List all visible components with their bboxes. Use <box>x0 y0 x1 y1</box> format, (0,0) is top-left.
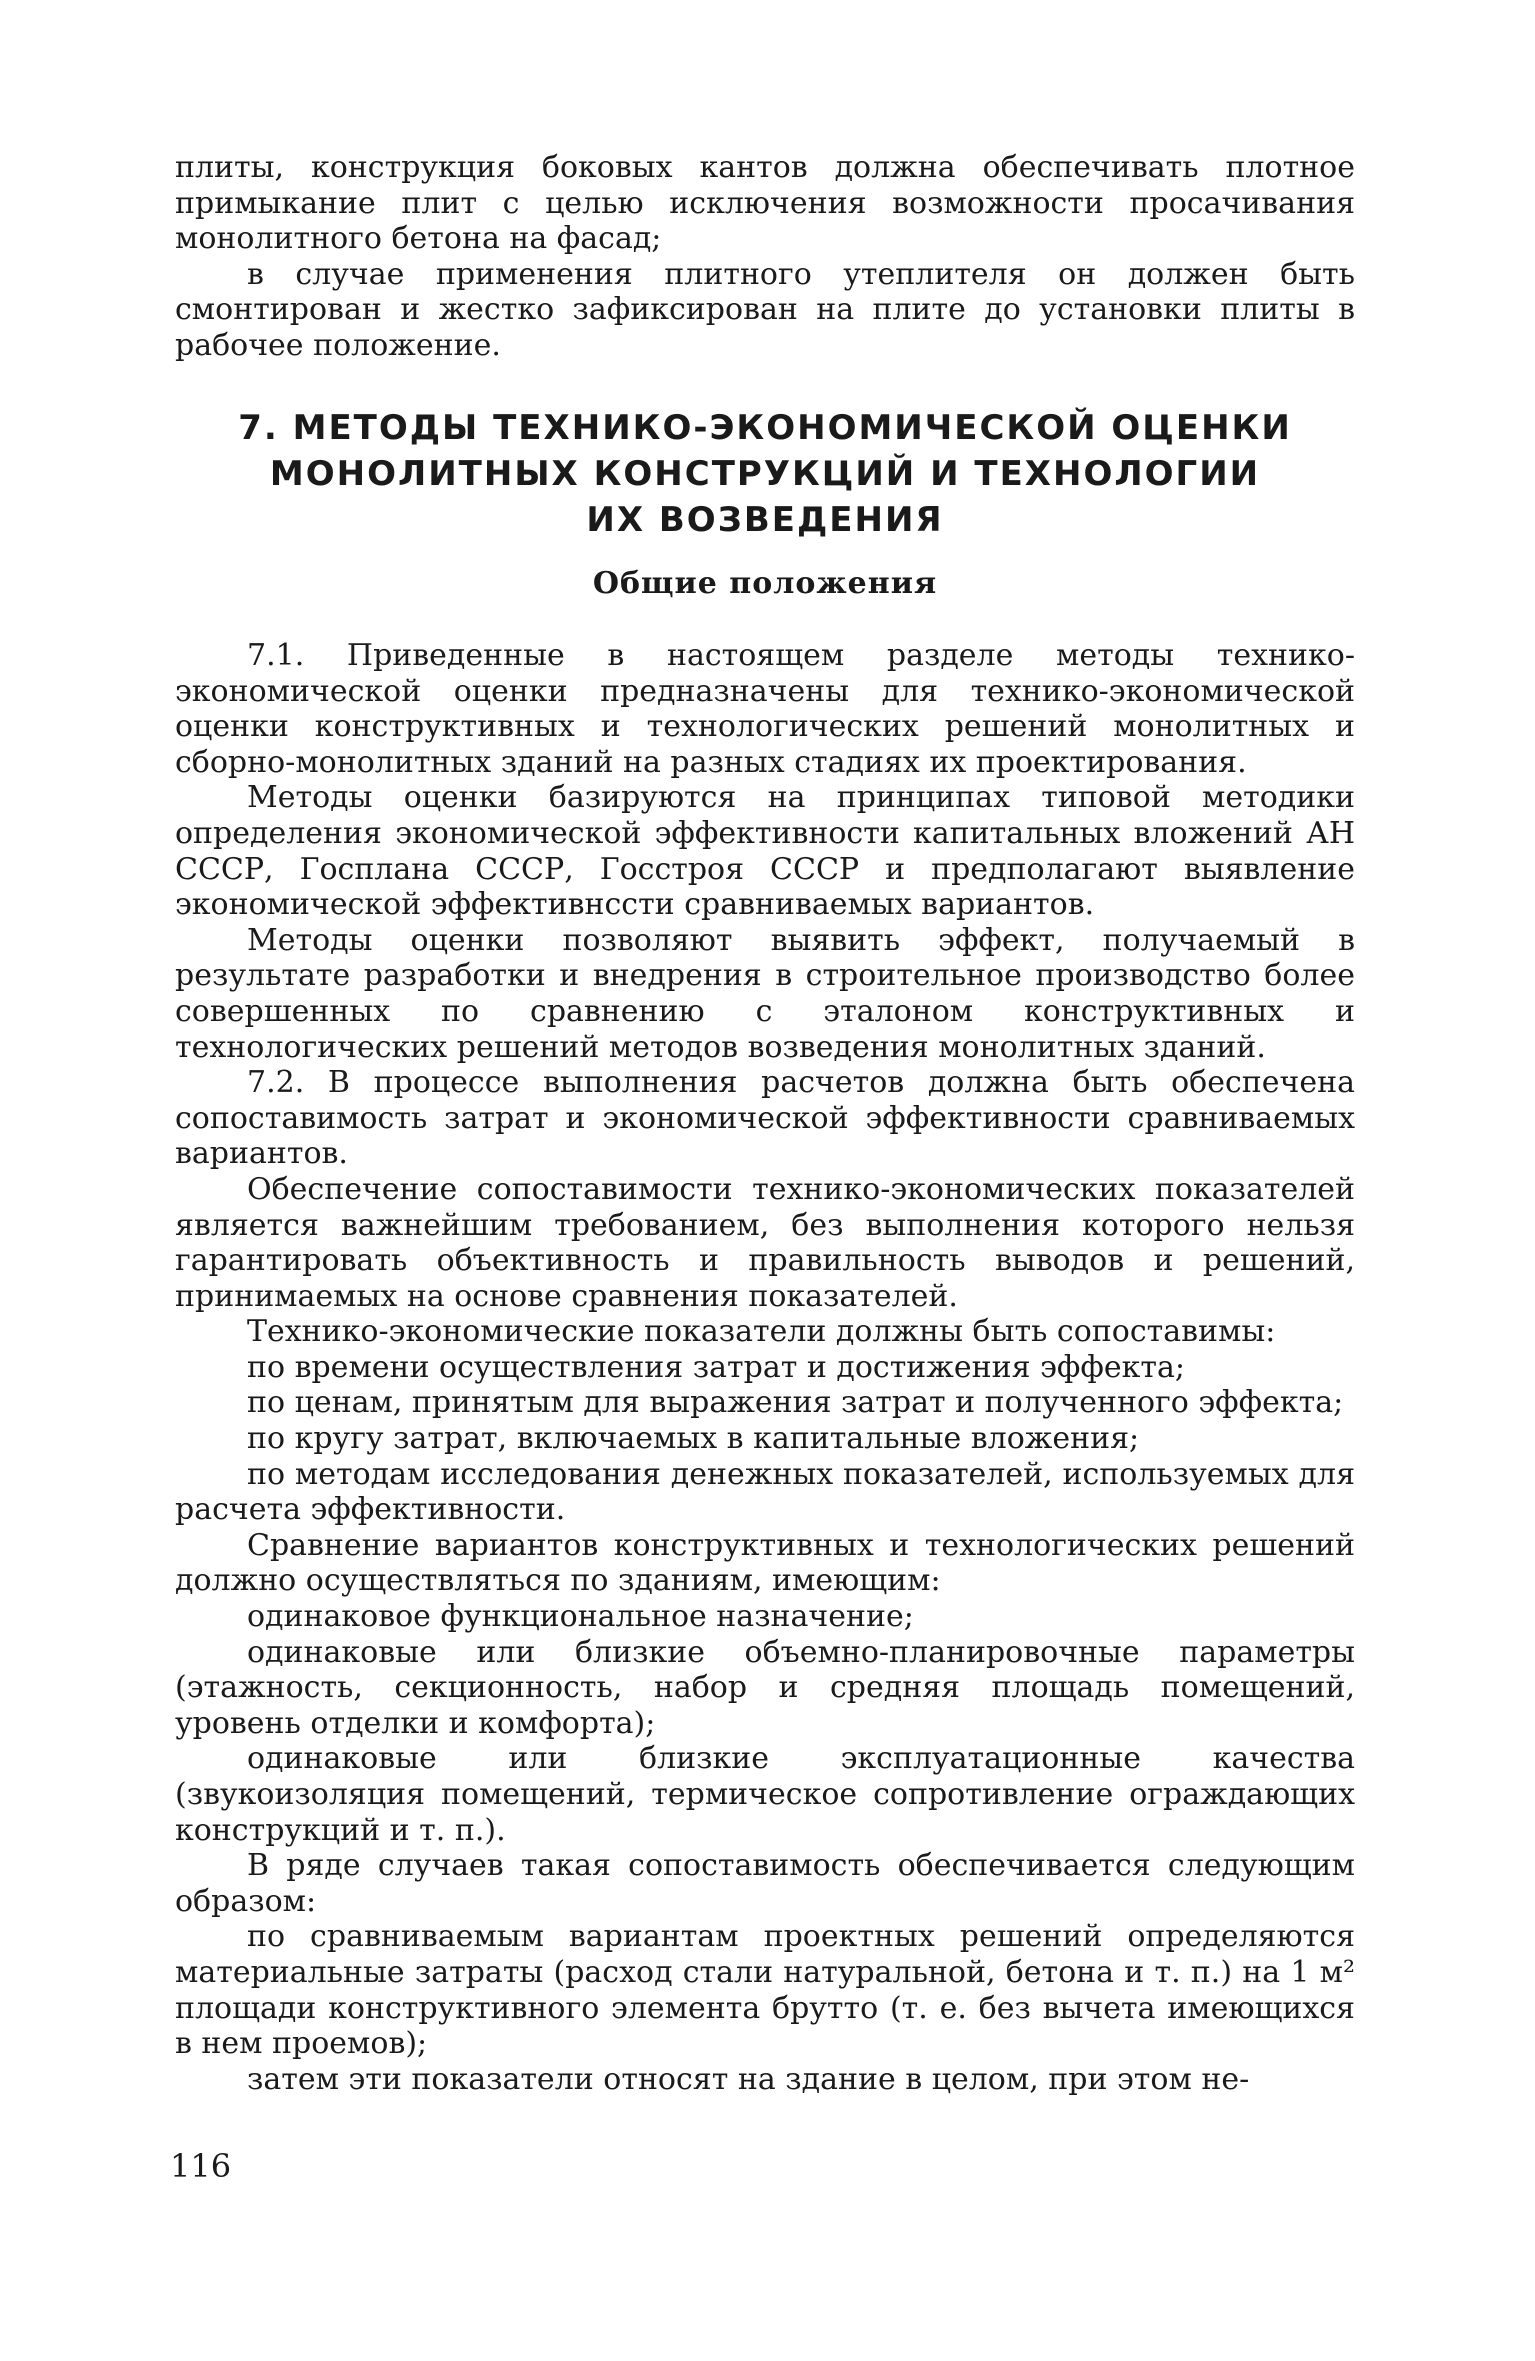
list-item: по методам исследования денежных показателей, используемых для расчета эффективности. <box>175 1456 1355 1528</box>
section-title-line: 7. МЕТОДЫ ТЕХНИКО-ЭКОНОМИЧЕСКОЙ ОЦЕНКИ <box>238 408 1292 448</box>
paragraph: Технико-экономические показатели должны быть сопоставимы: <box>247 1314 1276 1350</box>
list-item: по времени осуществления затрат и достижения эффекта; <box>247 1349 1185 1385</box>
page-number: 116 <box>170 2147 232 2185</box>
paragraph: В ряде случаев такая сопоставимость обеспечивается следующим образом: <box>175 1848 1355 1919</box>
list-item: по кругу затрат, включаемых в капитальные вложения; <box>247 1421 1140 1457</box>
paragraph: в случае применения плитного утеплителя он должен быть смонтирован и жестко зафиксирован на плите до установки плиты в рабочее положение. <box>175 256 1355 363</box>
list-item: по ценам, принятым для выражения затрат и полученного эффекта; <box>247 1385 1344 1421</box>
paragraph: плиты, конструкция боковых кантов должна обеспечивать плотное примыкание плит с целью исключения возможности просачивания монолитного бетона на фасад; <box>175 150 1355 257</box>
section-title-line: МОНОЛИТНЫХ КОНСТРУКЦИЙ И ТЕХНОЛОГИИ <box>269 454 1261 494</box>
paragraph: Сравнение вариантов конструктивных и технологических решений должно осуществляться по зданиям, имеющим: <box>175 1527 1355 1599</box>
section-title-line: ИХ ВОЗВЕДЕНИЯ <box>586 500 944 540</box>
section-subtitle: Общие положения <box>592 566 938 601</box>
paragraph: Методы оценки базируются на принципах типовой методики определения экономической эффективности капитальных вложений АН СССР, Госплана СССР, Госстроя СССР и предполагают выявление экономической эффективнсcти сравниваемых вариантов. <box>175 780 1355 923</box>
list-item: одинаковые или близкие эксплуатационные качества (звукоизоляция помещений, термическое сопротивление ограждающих конструкций и т. п.). <box>175 1741 1355 1848</box>
body-text-block <box>175 638 1355 2097</box>
paragraph: 7.1. Приведенные в настоящем разделе методы технико-экономической оценки предназначены для технико-экономической оценки конструктивных и технологических решений монолитных и сборно-монолитных зданий на разных стадиях их проектирования. <box>175 638 1355 780</box>
list-item: по сравниваемым вариантам проектных решений определяются материальные затраты (расход стали натуральной, бетона и т. п.) на 1 м² площади конструктивного элемента брутто (т. е. без вычета имеющихся в нем проемов); <box>175 1919 1355 2062</box>
top-text-block <box>175 150 1355 364</box>
section-title <box>175 405 1355 543</box>
list-item: одинаковое функциональное назначение; <box>247 1599 914 1635</box>
list-item: одинаковые или близкие объемно-планировочные параметры (этажность, секционность, набор и средняя площадь помещений, уровень отделки и комфорта); <box>175 1634 1355 1741</box>
paragraph: затем эти показатели относят на здание в целом, при этом не- <box>247 2061 1250 2097</box>
paragraph: Обеспечение сопоставимости технико-экономических показателей является важнейшим требованием, без выполнения которого нельзя гарантировать объективность и правильность выводов и решений, принимаемых на основе сравнения показателей. <box>175 1171 1355 1314</box>
paragraph: 7.2. В процессе выполнения расчетов должна быть обеспечена сопоставимость затрат и экономической эффективности сравниваемых вариантов. <box>175 1065 1355 1172</box>
paragraph: Методы оценки позволяют выявить эффект, получаемый в результате разработки и внедрения в строительное производство более совершенных по сравнению с эталоном конструктивных и технологических решений методов возведения монолитных зданий. <box>175 922 1355 1065</box>
